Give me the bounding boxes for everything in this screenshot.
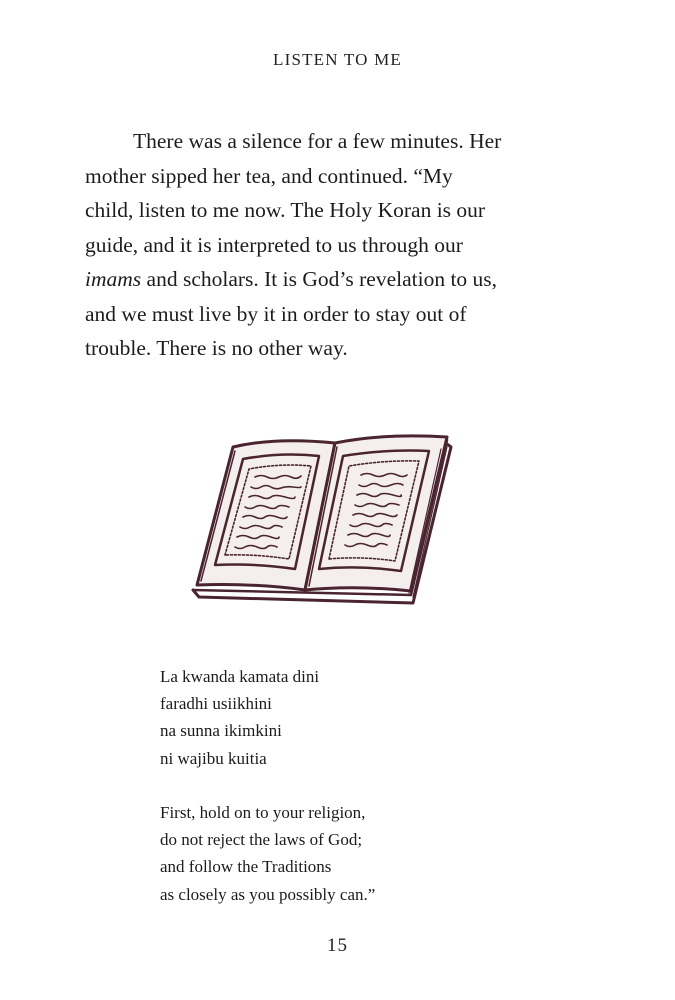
paragraph-line: child, listen to me now. The Holy Koran is our [85,198,486,222]
paragraph-line-rest: and scholars. It is God’s revelation to us, [141,267,498,291]
verse-line: do not reject the laws of God; [160,830,363,850]
verse-line: faradhi usiikhini [160,694,272,714]
verse-line: and follow the Traditions [160,857,332,877]
open-book-icon [185,425,470,610]
paragraph-line: mother sipped her tea, and continued. “My [85,163,453,188]
body-paragraph [85,124,585,366]
italic-term: imams [85,267,142,291]
paragraph-line: guide, and it is interpreted to us through our [85,232,463,257]
verse-line: as closely as you possibly can.” [160,884,376,904]
paragraph-line: and we must live by it in order to stay out of [85,301,467,326]
page-number: 15 [327,935,348,956]
verse-english [160,799,490,908]
running-head: LISTEN TO ME [273,50,402,69]
paragraph-line [85,262,585,297]
paragraph-line: There was a silence for a few minutes. Her [133,129,502,153]
paragraph-line: trouble. There is no other way. [85,336,348,360]
verse-line: First, hold on to your religion, [160,803,366,822]
open-book-drawing [185,425,470,610]
verse-swahili [160,663,490,772]
verse-line: na sunna ikimkini [160,721,282,741]
verse-line: ni wajibu kuitia [160,748,267,768]
verse-line: La kwanda kamata dini [160,667,320,686]
